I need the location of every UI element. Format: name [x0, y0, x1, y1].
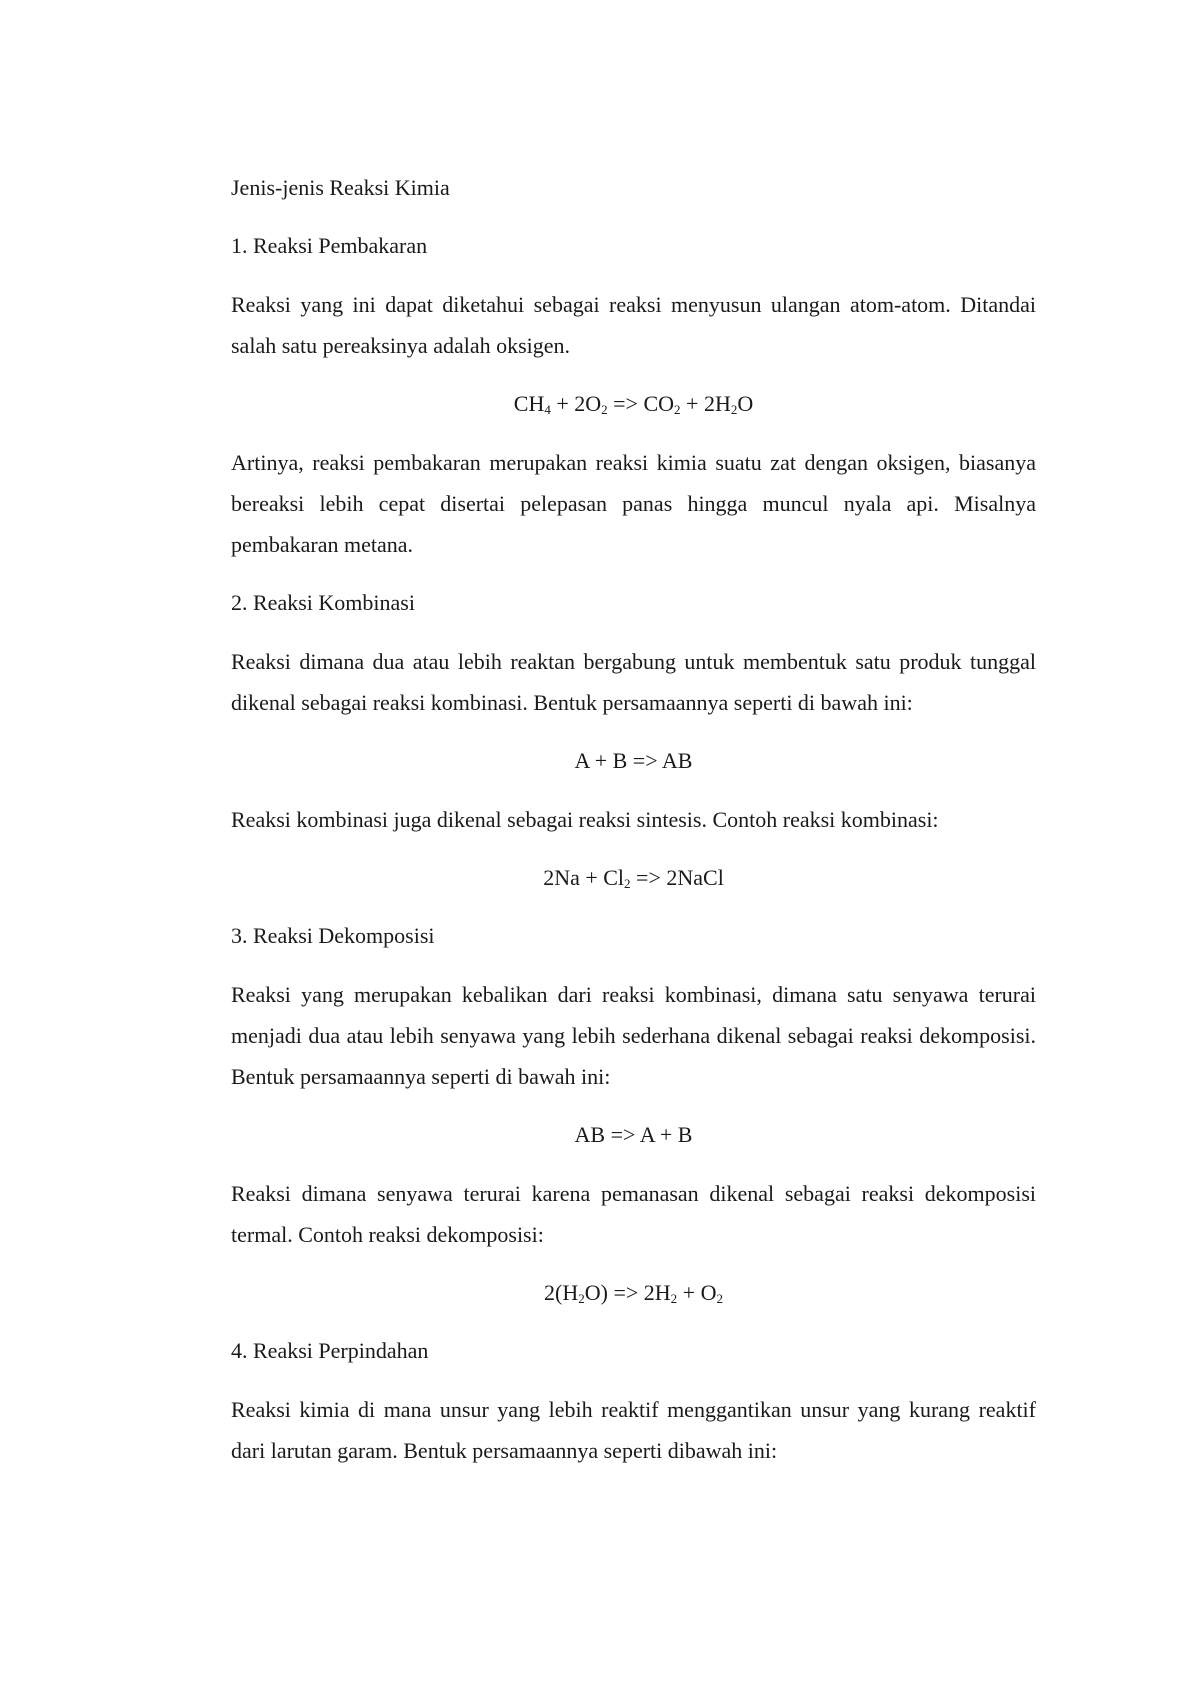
- chemical-equation: A + B => AB: [574, 748, 693, 773]
- section-heading: 2. Reaksi Kombinasi: [231, 590, 415, 615]
- document-title: Jenis-jenis Reaksi Kimia: [231, 175, 450, 200]
- section-paragraph: Reaksi kombinasi juga dikenal sebagai reaksi sintesis. Contoh reaksi kombinasi:: [231, 807, 939, 832]
- section-heading: 1. Reaksi Pembakaran: [231, 233, 428, 258]
- chemical-equation: $2(H_2O) => 2H_2 + O_2$: [544, 1280, 723, 1306]
- section-paragraph: Reaksi dimana dua atau lebih reaktan bergabung untuk membentuk satu produk tunggal dikenal sebagai reaksi kombinasi. Bentuk persamaannya seperti di bawah ini:: [231, 649, 1036, 715]
- section-paragraph: Reaksi dimana senyawa terurai karena pemanasan dikenal sebagai reaksi dekomposisi termal. Contoh reaksi dekomposisi:: [231, 1181, 1036, 1247]
- section-paragraph: Artinya, reaksi pembakaran merupakan reaksi kimia suatu zat dengan oksigen, biasanya bereaksi lebih cepat disertai pelepasan panas hingga muncul nyala api. Misalnya pembakaran metana.: [231, 450, 1036, 557]
- document-page: [231, 168, 1036, 1489]
- section-paragraph: Reaksi kimia di mana unsur yang lebih reaktif menggantikan unsur yang kurang reaktif dari larutan garam. Bentuk persamaannya seperti dibawah ini:: [231, 1397, 1036, 1463]
- section-paragraph: Reaksi yang ini dapat diketahui sebagai reaksi menyusun ulangan atom-atom. Ditandai salah satu pereaksinya adalah oksigen.: [231, 292, 1036, 358]
- chemical-equation: $CH_4 + 2O_2 => CO_2 + 2H_2O$: [513, 391, 754, 417]
- chemical-equation: AB => A + B: [574, 1122, 693, 1147]
- section-heading: 4. Reaksi Perpindahan: [231, 1338, 429, 1363]
- chemical-equation: $2Na + Cl_2$ => 2NaCl: [543, 865, 724, 891]
- section-heading: 3. Reaksi Dekomposisi: [231, 923, 435, 948]
- section-paragraph: Reaksi yang merupakan kebalikan dari reaksi kombinasi, dimana satu senyawa terurai menjadi dua atau lebih senyawa yang lebih sederhana dikenal sebagai reaksi dekomposisi. Bentuk persamaannya seperti di bawah ini:: [231, 982, 1036, 1089]
